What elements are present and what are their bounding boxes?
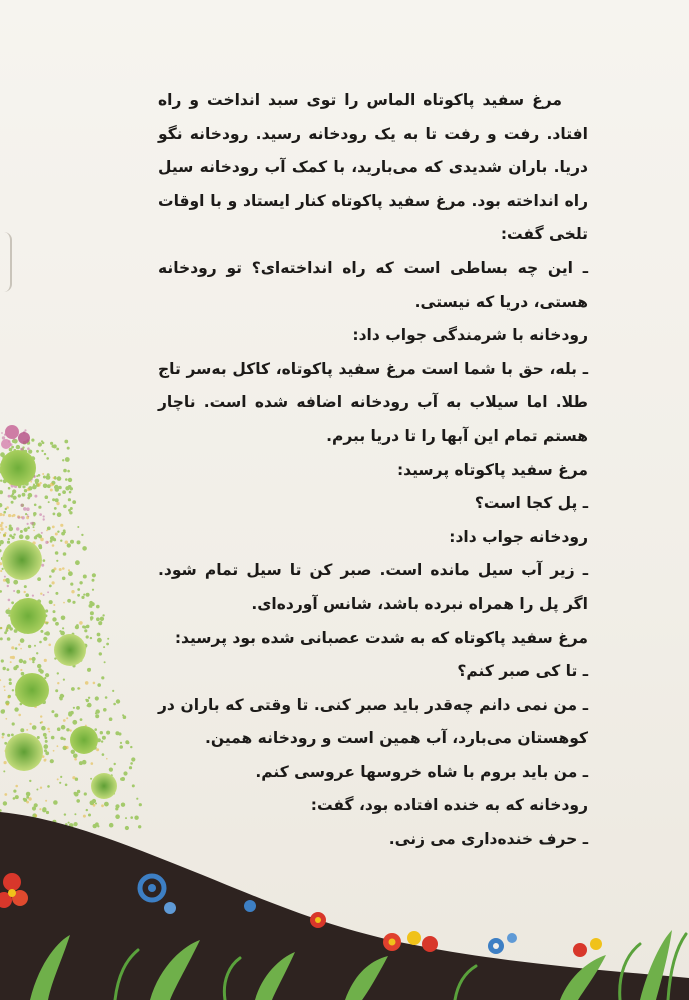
narration-line: رودخانه با شرمندگی جواب داد: xyxy=(352,326,588,345)
narration-line: رودخانه که به خنده افتاده بود، گفت: xyxy=(310,796,588,815)
narration-line: رودخانه جواب داد: xyxy=(449,527,588,546)
pink-flower-cluster xyxy=(1,425,30,449)
dialogue-line: ـ بله، حق با شما است مرغ سفید پاکوتاه، کاکل به‌سر تاج طلا. اما سیلاب به آب رودخانه اضافه شده است. ناچار هستم تمام این آبها را تا دریا ببرم. xyxy=(158,359,588,445)
dialogue-line: ـ من نمی دانم چه‌قدر باید صبر کنی. تا وقتی که باران در کوهستان می‌بارد، آب همین است و رودخانه همین. xyxy=(158,695,588,748)
story-text xyxy=(158,84,588,857)
dialogue-line: ـ من باید بروم با شاه خروسها عروسی کنم. xyxy=(255,762,588,781)
narration-line: مرغ سفید پاکوتاه که به شدت عصبانی شده بود پرسید: xyxy=(174,628,588,647)
narration-line: مرغ سفید پاکوتاه پرسید: xyxy=(396,460,588,479)
dialogue-line: ـ این چه بساطی است که راه انداخته‌ای؟ تو رودخانه هستی، دریا که نیستی. xyxy=(158,258,588,311)
dialogue-line: ـ زیر آب سیل مانده است. صبر کن تا سیل تمام شود. اگر پل را همراه نبرده باشد، شانس آورده‌ای. xyxy=(158,561,588,613)
dialogue-line: ـ حرف خنده‌داری می زنی. xyxy=(388,830,588,849)
dialogue-line: ـ تا کی صبر کنم؟ xyxy=(457,662,588,681)
dialogue-line: ـ پل کجا است؟ xyxy=(474,494,588,513)
story-paragraph: مرغ سفید پاکوتاه الماس را توی سبد انداخت و راه افتاد. رفت و رفت تا به یک رودخانه رسید. رودخانه نگو دریا. باران شدیدی که می‌بارید، با کمک آب رودخانه سیل راه انداخته بود. مرغ سفید پاکوتاه کنار ایستاد و با اوقات تلخی گفت: xyxy=(158,91,588,244)
